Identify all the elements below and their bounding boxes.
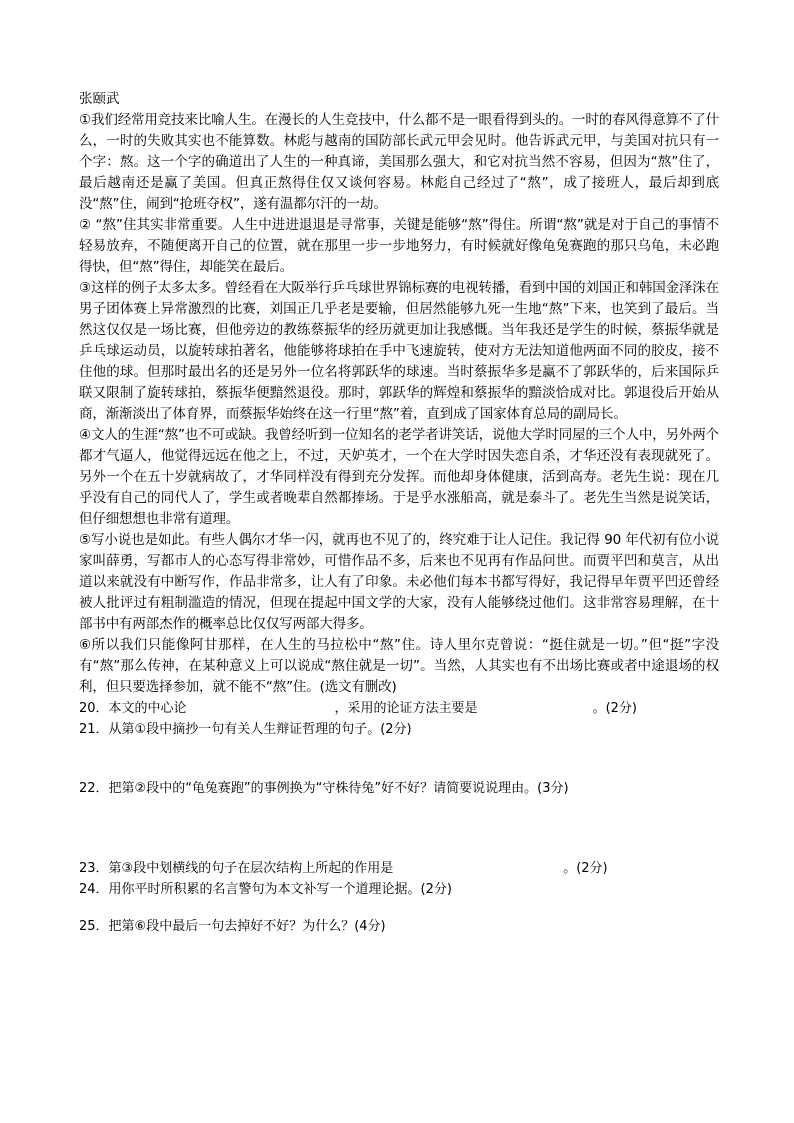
question-21: 21．从第①段中摘抄一句有关人生辩证哲理的句子。(2分) xyxy=(79,722,412,737)
question-20-middle: ，采用的论证方法主要是 xyxy=(334,701,478,716)
answer-space-21[interactable] xyxy=(79,740,719,778)
question-20-score: 。(2分) xyxy=(592,701,637,716)
question-23-score: 。(2分) xyxy=(563,861,608,876)
paragraph-4: ④文人的生涯“熬”也不可或缺。我曾经听到一位知名的老学者讲笑话，说他大学时同屋的三个人中，另外两个都才气逼人，他觉得远远在他之上，不过，天妒英才，一个在大学时因失恋自杀，才华还没有表现就死了。另外一个在五十岁就病故了，才华同样没有得到充分发挥。而他却身体健康，活到高寿。老先生说：现在几乎没有自己的同代人了，学生或者晚辈自然都捧场。于是乎水涨船高，就是泰斗了。老先生当然是说笑话，但仔细想想也非常有道理。 xyxy=(79,427,719,527)
question-20 xyxy=(79,698,719,719)
document-content xyxy=(79,88,719,937)
answer-space-24[interactable] xyxy=(79,900,719,916)
question-25: 25．把第⑥段中最后一句去掉好不好？为什么？(4分) xyxy=(79,919,386,934)
question-22: 22．把第②段中的“龟兔赛跑”的事例换为“守株待兔”好不好？请简要说说理由。(3分) xyxy=(79,781,569,796)
question-23 xyxy=(79,858,719,879)
question-23-stem: 23．第③段中划横线的句子在层次结构上所起的作用是 xyxy=(79,861,394,876)
author-name: 张颐武 xyxy=(79,91,120,107)
paragraph-3: ③这样的例子太多太多。曾经看在大阪举行乒乓球世界锦标赛的电视转播，看到中国的刘国正和韩国金泽洙在男子团体赛上异常激烈的比赛，刘国正几乎老是要输，但居然能够九死一生地“熬”下来，也笑到了最后。当然这仅仅是一场比赛，但他旁边的教练蔡振华的经历就更加让我感慨。当年我还是学生的时候，蔡振华就是乒乓球运动员，以旋转球拍著名，他能够将球拍在手中飞速旋转，使对方无法知道他两面不同的胶皮，接不住他的球。但那时最出名的还是另外一位名将郭跃华的球速。当时蔡振华多是赢不了郭跃华的，后来国际乒联又限制了旋转球拍，蔡振华便黯然退役。那时，郭跃华的辉煌和蔡振华的黯淡恰成对比。郭退役后开始从商，渐渐淡出了体育界，而蔡振华始终在这一行里“熬”着，直到成了国家体育总局的副局长。 xyxy=(79,280,719,422)
paragraph-2: ② “熬”住其实非常重要。人生中进进退退是寻常事，关键是能够“熬”得住。所谓“熬”就是对于自己的事情不轻易放弃，不随便离开自己的位置，就在那里一步一步地努力，有时候就好像龟兔赛跑的那只乌龟，未必跑得快，但“熬”得住，却能笑在最后。 xyxy=(79,217,719,275)
question-20-stem: 20．本文的中心论 xyxy=(79,701,187,716)
paragraph-6: ⑥所以我们只能像阿甘那样，在人生的马拉松中“熬”住。诗人里尔克曾说：“挺住就是一切。”但“挺”字没有“熬”那么传神，在某种意义上可以说成“熬住就是一切”。当然，人其实也有不出场比赛或者中途退场的权利，但只要选择参加，就不能不“熬”住。(选文有删改) xyxy=(79,637,719,695)
question-24: 24．用你平时所积累的名言警句为本文补写一个道理论据。(2分) xyxy=(79,882,452,897)
answer-space-22[interactable] xyxy=(79,799,719,858)
paragraph-5: ⑤写小说也是如此。有些人偶尔才华一闪，就再也不见了的，终究难于让人记住。我记得 90 年代初有位小说家叫薛勇，写都市人的心态写得非常妙，可惜作品不多，后来也不见再有作品问世。而贾平凹和莫言，从出道以来就没有中断写作，作品非常多，让人有了印象。未必他们每本书都写得好，我记得早年贾平凹还曾经被人批评过有粗制滥造的情况，但现在提起中国文学的大家，没有人能够绕过他们。这非常容易理解，在十部书中有两部杰作的概率总比仅仅写两部大得多。 xyxy=(79,532,719,632)
paragraph-1: ①我们经常用竞技来比喻人生。在漫长的人生竞技中，什么都不是一眼看得到头的。一时的春风得意算不了什么，一时的失败其实也不能算数。林彪与越南的国防部长武元甲会见时。他告诉武元甲，与美国对抗只有一个字：熬。这一个字的确道出了人生的一种真谛，美国那么强大，和它对抗当然不容易，但因为“熬”住了，最后越南还是赢了美国。但真正熬得住仅又谈何容易。林彪自己经过了“熬”，成了接班人，最后却到底没“熬”住，闹到“抢班夺权”，遂有温都尔汗的一劫。 xyxy=(79,112,719,212)
